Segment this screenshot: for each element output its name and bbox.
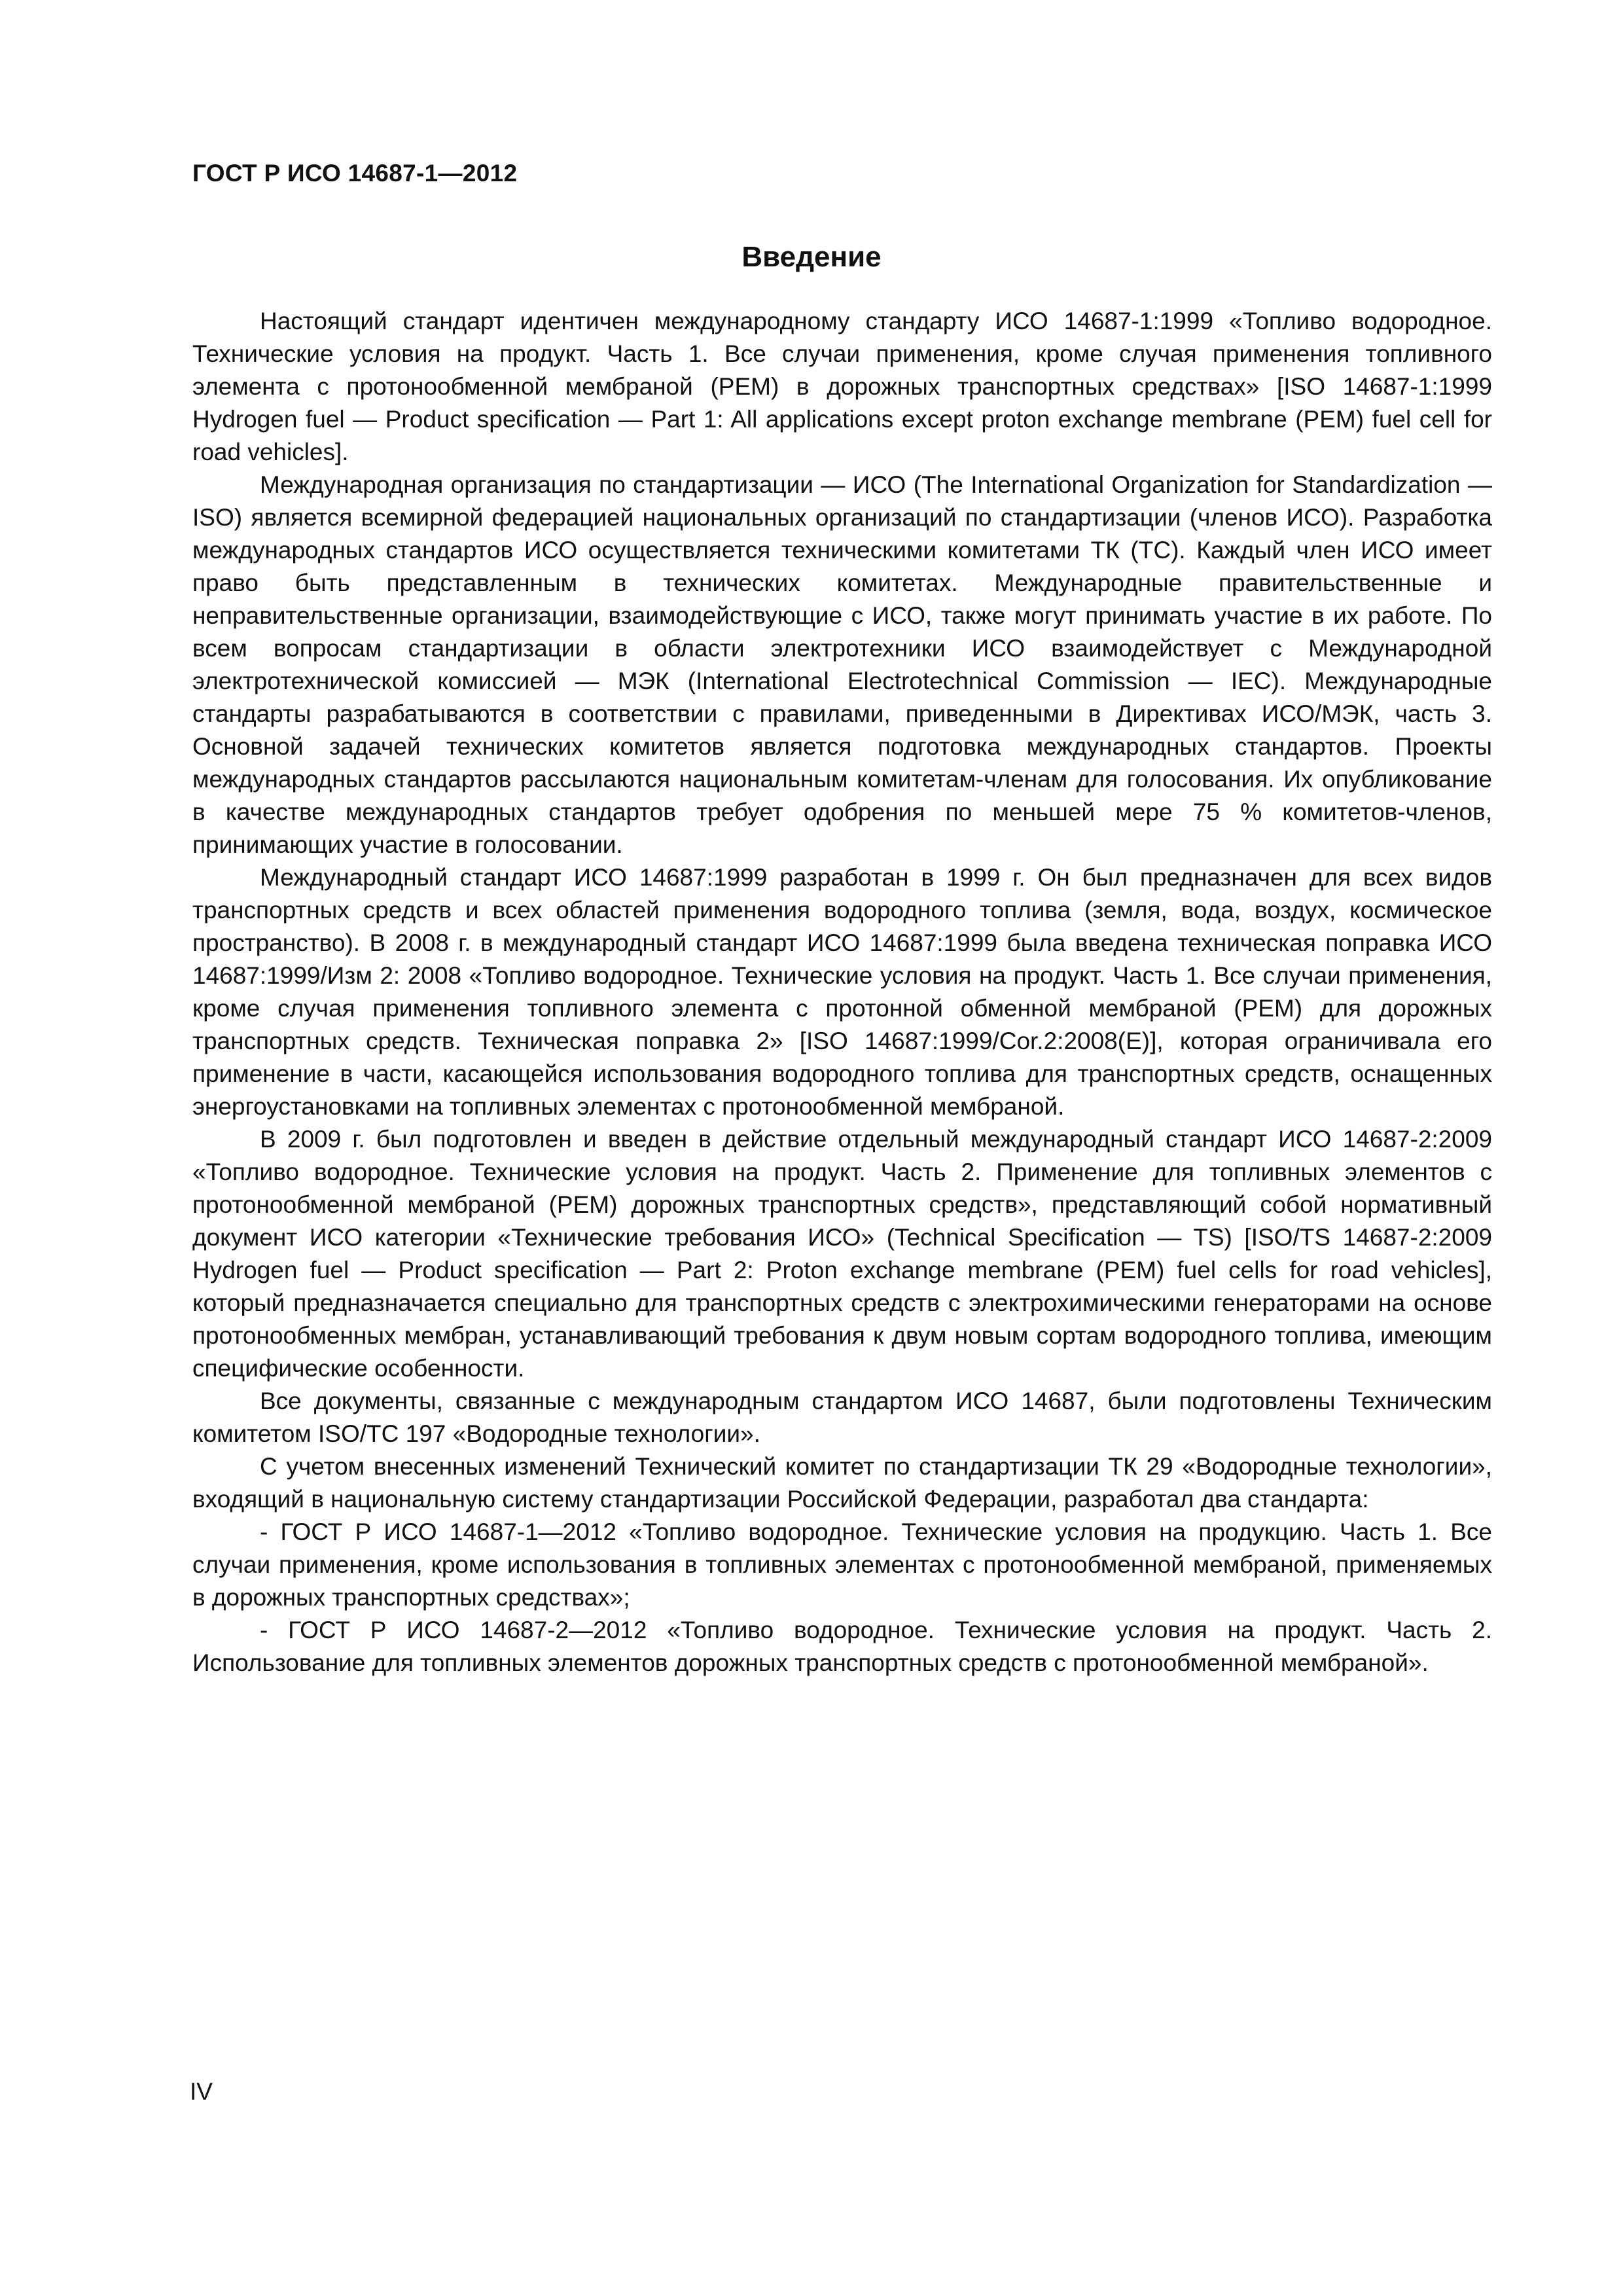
section-title: Введение bbox=[741, 241, 882, 273]
paragraph-4: В 2009 г. был подготовлен и введен в действие отдельный международный стандарт ИСО 14687-2:2009 «Топливо водородное. Технические условия на продукт. Часть 2. Применение для топливных элементов с протонообменной мембраной (РЕМ) дорожных транспортных средств», представляющий собой нормативный документ ИСО категории «Технические требования ИСО» (Technical Specification — TS) [ISO/TS 14687-2:2009 Hydrogen fuel — Product specification — Part 2: Proton exchange membrane (PEM) fuel cells for road vehicles], который предназначается специально для транспортных средств с электрохимическими генераторами на основе протонообменных мембран, устанавливающий требования к двум новым сортам водородного топлива, имеющим специфические особенности. bbox=[192, 1126, 1492, 1382]
introduction-body bbox=[192, 305, 1492, 1679]
paragraph-3: Международный стандарт ИСО 14687:1999 разработан в 1999 г. Он был предназначен для всех видов транспортных средств и всех областей применения водородного топлива (земля, вода, воздух, космическое пространство). В 2008 г. в международный стандарт ИСО 14687:1999 была введена техническая поправка ИСО 14687:1999/Изм 2: 2008 «Топливо водородное. Технические условия на продукт. Часть 1. Все случаи применения, кроме случая применения топливного элемента с протонной обменной мембраной (РЕМ) для дорожных транспортных средств. Техническая поправка 2» [ISO 14687:1999/Cor.2:2008(E)], которая ограничивала его применение в части, касающейся использования водородного топлива для транспортных средств, оснащенных энергоустановками на топливных элементах с протонообменной мембраной. bbox=[192, 864, 1492, 1120]
paragraph-1: Настоящий стандарт идентичен международному стандарту ИСО 14687-1:1999 «Топливо водородное. Технические условия на продукт. Часть 1. Все случаи применения, кроме случая применения топливного элемента с протонообменной мембраной (РЕМ) в дорожных транспортных средствах» [ISO 14687-1:1999 Hydrogen fuel — Product specification — Part 1: All applications except proton exchange membrane (PEM) fuel cell for road vehicles]. bbox=[192, 308, 1492, 465]
page-number: IV bbox=[190, 2078, 213, 2105]
list-item-standard-1: - ГОСТ Р ИСО 14687-1—2012 «Топливо водородное. Технические условия на продукцию. Часть 1. Все случаи применения, кроме использования в топливных элементах с протонообменной мембраной, применяемых в дорожных транспортных средствах»; bbox=[192, 1518, 1492, 1611]
list-item-standard-2: - ГОСТ Р ИСО 14687-2—2012 «Топливо водородное. Технические условия на продукт. Часть 2. Использование для топливных элементов дорожных транспортных средств с протонообменной мембраной». bbox=[192, 1617, 1492, 1676]
paragraph-6: С учетом внесенных изменений Технический комитет по стандартизации ТК 29 «Водородные технологии», входящий в национальную систему стандартизации Российской Федерации, разработал два стандарта: bbox=[192, 1453, 1492, 1513]
paragraph-2: Международная организация по стандартизации — ИСО (The International Organization for Standardization — ISO) является всемирной федерацией национальных организаций по стандартизации (членов ИСО). Разработка международных стандартов ИСО осуществляется техническими комитетами ТК (ТС). Каждый член ИСО имеет право быть представленным в технических комитетах. Международные правительственные и неправительственные организации, взаимодействующие с ИСО, также могут принимать участие в их работе. По всем вопросам стандартизации в области электротехники ИСО взаимодействует с Международной электротехнической комиссией — МЭК (International Electrotechnical Commission — IEC). Международные стандарты разрабатываются в соответствии с правилами, приведенными в Директивах ИСО/МЭК, часть 3. Основной задачей технических комитетов является подготовка международных стандартов. Проекты международных стандартов рассылаются национальным комитетам-членам для голосования. Их опубликование в качестве международных стандартов требует одобрения по меньшей мере 75 % комитетов-членов, принимающих участие в голосовании. bbox=[192, 471, 1492, 858]
document-code: ГОСТ Р ИСО 14687-1—2012 bbox=[192, 160, 518, 187]
paragraph-5: Все документы, связанные с международным стандартом ИСО 14687, были подготовлены Техническим комитетом ISO/TC 197 «Водородные технологии». bbox=[192, 1388, 1492, 1447]
